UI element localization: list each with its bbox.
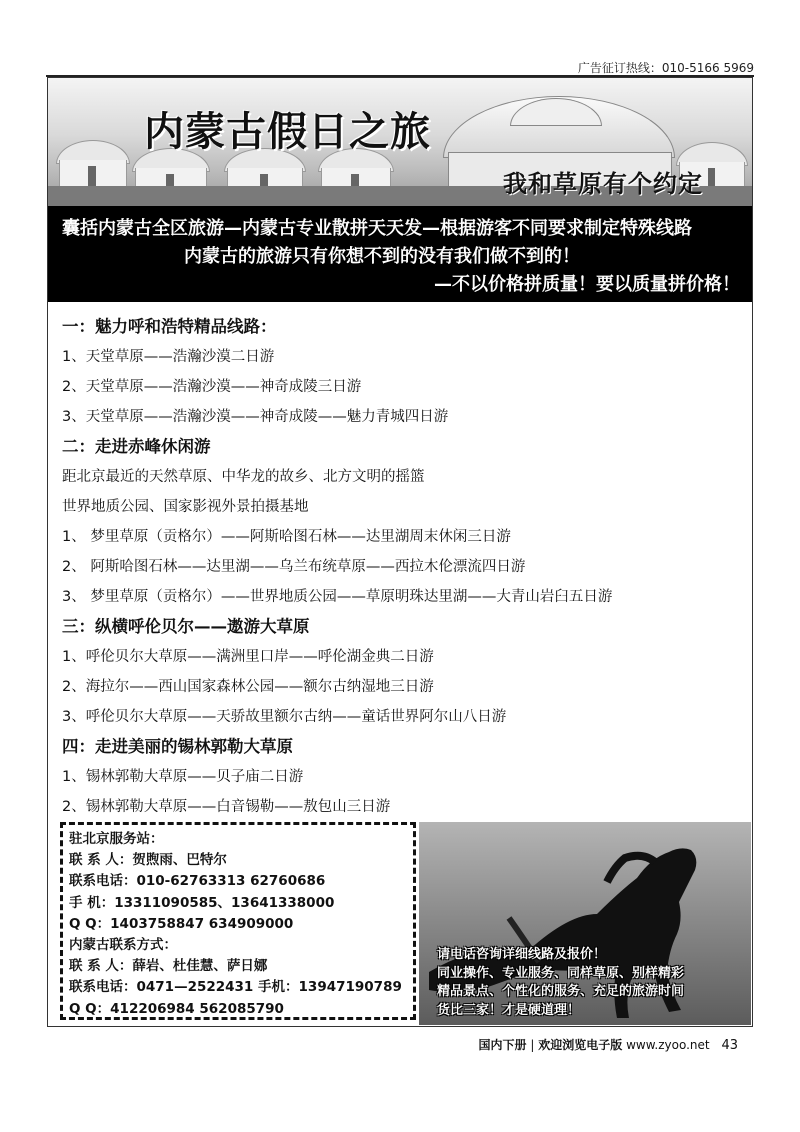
route-item: 2、 阿斯哈图石林——达里湖——乌兰布统草原——西拉木伦漂流四日游 (62, 559, 526, 575)
slogan-line-1: 囊括内蒙古全区旅游—内蒙古专业散拼天天发—根据游客不同要求制定特殊线路 (62, 218, 692, 239)
section-description: 距北京最近的天然草原、中华龙的故乡、北方文明的摇篮 (62, 469, 425, 485)
caption-line: 同业操作、专业服务、同样草原、别样精彩 (437, 965, 685, 981)
route-item: 1、锡林郭勒大草原——贝子庙二日游 (62, 769, 304, 785)
contact-heading-inner-mongolia: 内蒙古联系方式： (69, 936, 177, 953)
hotline-label: 广告征订热线： (577, 61, 662, 75)
contact-qq: Q Q：1403758847 634909000 (69, 915, 294, 932)
caption-line: 精品景点、个性化的服务、充足的旅游时间 (437, 984, 685, 999)
contact-phone: 联系电话：010-62763313 62760686 (69, 873, 326, 890)
route-item: 3、 梦里草原（贡格尔）——世界地质公园——草原明珠达里湖——大青山岩臼五日游 (62, 589, 613, 605)
footer-separator: | (530, 1038, 535, 1052)
section-title: 四：走进美丽的锡林郭勒大草原 (62, 737, 293, 756)
contact-heading-beijing: 驻北京服务站： (69, 831, 164, 847)
slogan-line-3: —不以价格拼质量！要以质量拼价格！ (434, 274, 740, 295)
contact-qq: Q Q：412206984 562085790 (69, 1000, 284, 1017)
ad-hotline (578, 59, 754, 76)
banner-title: 内蒙古假日之旅 (144, 108, 431, 155)
route-item: 1、呼伦贝尔大草原——满洲里口岸——呼伦湖金典二日游 (62, 649, 434, 665)
route-item: 2、锡林郭勒大草原——白音锡勒——敖包山三日游 (62, 799, 391, 815)
page-footer (479, 1036, 738, 1053)
section-title: 一：魅力呼和浩特精品线路： (62, 317, 277, 336)
route-list (62, 312, 742, 822)
route-item: 1、 梦里草原（贡格尔）——阿斯哈图石林——达里湖周末休闲三日游 (62, 529, 511, 545)
banner-subtitle: 我和草原有个约定 (503, 170, 703, 198)
contact-box (60, 822, 416, 1020)
contact-mobile: 手 机：13311090585、13641338000 (69, 894, 335, 911)
page-number: 43 (721, 1038, 738, 1053)
caption-line: 货比三家！才是硬道理！ (437, 1002, 581, 1018)
banner (48, 78, 752, 206)
contact-person: 联 系 人：贺煦雨、巴特尔 (69, 852, 227, 869)
caption-line: 请电话咨询详细线路及报价！ (437, 947, 607, 962)
route-item: 2、海拉尔——西山国家森林公园——额尔古纳湿地三日游 (62, 679, 434, 695)
footer-site-link[interactable]: www.zyoo.net (626, 1038, 710, 1052)
yurt-image (56, 140, 128, 188)
section-title: 三：纵横呼伦贝尔——遨游大草原 (62, 617, 310, 636)
footer-section: 国内下册 (478, 1038, 527, 1052)
route-item: 1、天堂草原——浩瀚沙漠二日游 (62, 349, 275, 365)
section-title: 二：走进赤峰休闲游 (62, 437, 211, 456)
route-item: 3、呼伦贝尔大草原——天骄故里额尔古纳——童话世界阿尔山八日游 (62, 709, 507, 725)
horse-photo (419, 822, 751, 1025)
hotline-number: 010-5166 5969 (661, 61, 754, 75)
slogan-line-2: 内蒙古的旅游只有你想不到的没有我们做不到的！ (184, 246, 580, 267)
footer-promo: 欢迎浏览电子版 (538, 1038, 623, 1052)
slogan-block (48, 206, 752, 302)
contact-person: 联 系 人：薛岩、杜佳慧、萨日娜 (69, 958, 268, 975)
horse-caption (437, 946, 684, 1020)
section-description: 世界地质公园、国家影视外景拍摄基地 (62, 499, 309, 515)
contact-phone: 联系电话：0471—2522431 手机：13947190789 (69, 979, 402, 996)
route-item: 3、天堂草原——浩瀚沙漠——神奇成陵——魅力青城四日游 (62, 409, 449, 425)
route-item: 2、天堂草原——浩瀚沙漠——神奇成陵三日游 (62, 379, 362, 395)
